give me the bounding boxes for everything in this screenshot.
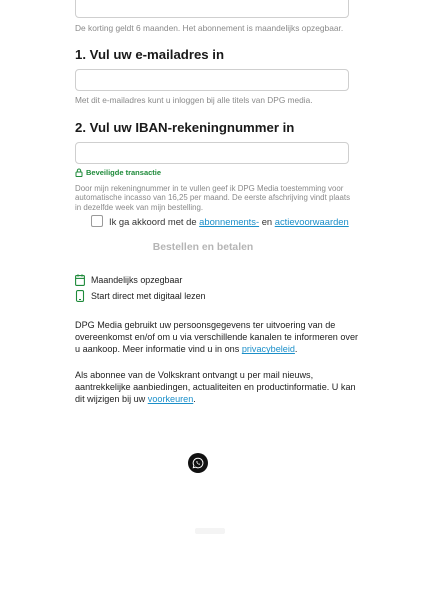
subscriber-suffix: . [193,394,196,405]
privacy-text: DPG Media gebruikt uw persoonsgegevens ter uitvoering van de overeenkomst en/of om u via verschillende kanalen te informeren over u aankoop. Meer informatie vind u in ons [75,320,359,355]
privacy-paragraph [75,319,360,356]
agreement-text [109,216,349,227]
agreement-prefix: Ik ga akkoord met de [109,215,200,227]
terms-link-promotion[interactable]: actievoorwaarden [274,215,349,227]
email-hint: Met dit e-mailadres kunt u inloggen bij alle titels van DPG media. [75,95,313,105]
discount-note: De korting geldt 6 maanden. Het abonnement is maandelijks opzegbaar. [75,23,344,33]
iban-input[interactable] [75,142,349,164]
secure-transaction [75,168,161,177]
subscriber-paragraph [75,369,360,406]
previous-field[interactable] [75,0,349,18]
whatsapp-button[interactable] [188,453,208,473]
whatsapp-icon [192,457,204,469]
secure-label: Beveiligde transactie [86,168,162,177]
calendar-icon [75,274,85,286]
mandate-text: Door mijn rekeningnummer in te vullen geef ik DPG Media toestemming voor automatische incasso van 16,25 per maand. De eerste afschrijving vindt plaats in dezelfde week van mijn bestelling. [75,184,351,212]
usp-label: Maandelijks opzegbaar [91,275,183,285]
usp-item [75,274,182,286]
privacy-suffix: . [294,344,298,355]
preferences-link[interactable]: voorkeuren [147,394,194,405]
footer-placeholder [195,528,225,534]
email-input[interactable] [75,69,349,91]
email-heading: 1. Vul uw e-mailadres in [75,47,225,62]
agree-checkbox[interactable] [91,215,103,227]
lock-icon [75,168,83,177]
order-button[interactable]: Bestellen en betalen [75,242,331,253]
usp-item [75,290,205,302]
agreement-middle: en [259,215,275,227]
privacy-link[interactable]: privacybeleid [241,344,295,355]
agreement-row [91,215,349,227]
subscriber-text: Als abonnee van de Volkskrant ontvangt u per mail nieuws, aantrekkelijke aanbiedingen, actualiteiten en productinformatie. U kan dit wijzigen bij uw [75,370,356,405]
terms-link-subscription[interactable]: abonnements- [199,215,260,227]
iban-heading: 2. Vul uw IBAN-rekeningnummer in [75,120,295,135]
phone-icon [75,290,85,302]
usp-label: Start direct met digitaal lezen [91,291,206,301]
